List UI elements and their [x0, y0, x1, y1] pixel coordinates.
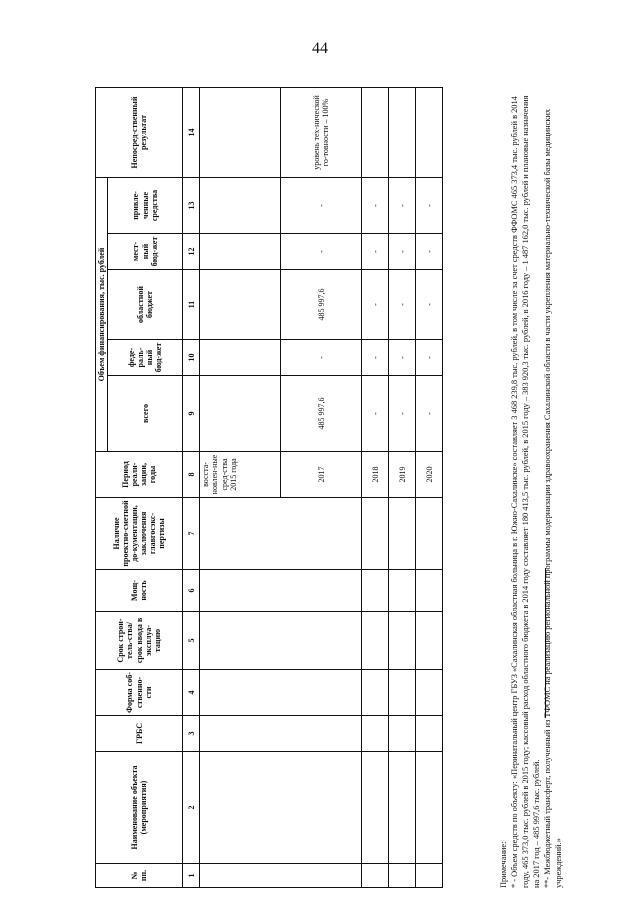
cell-local: - — [362, 234, 389, 270]
cell-total — [200, 376, 281, 452]
cell-empty — [200, 570, 362, 612]
column-number: 11 — [183, 270, 200, 340]
cell-attracted: - — [281, 178, 362, 234]
page-number: 44 — [312, 40, 328, 57]
cell-regional: 485 997,6 — [281, 270, 362, 340]
cell-empty — [362, 570, 389, 612]
cell-result — [362, 88, 389, 178]
cell-total: - — [416, 376, 443, 452]
header-result: Непосред-ственный результат — [96, 88, 183, 178]
cell-empty — [362, 612, 389, 670]
column-number: 10 — [183, 340, 200, 376]
cell-regional — [200, 270, 281, 340]
cell-period: 2020 — [416, 452, 443, 498]
column-number: 6 — [183, 570, 200, 612]
header-object-name: Наименование объекта (мероприятия) — [96, 752, 183, 864]
table-row — [389, 88, 416, 888]
cell-empty — [200, 752, 362, 864]
column-number: 9 — [183, 376, 200, 452]
cell-regional: - — [362, 270, 389, 340]
cell-empty — [362, 864, 389, 888]
header-construction-term: Срок строи-тель-ства/срок ввода в эксплуа-тацию — [96, 612, 183, 670]
cell-federal: - — [362, 340, 389, 376]
header-row — [96, 88, 108, 888]
cell-total: - — [362, 376, 389, 452]
cell-attracted: - — [416, 178, 443, 234]
column-number: 13 — [183, 178, 200, 234]
column-number: 7 — [183, 498, 200, 570]
header-funding-group: Объем финансирования, тыс. рублей — [96, 178, 108, 452]
cell-attracted — [200, 178, 281, 234]
cell-attracted: - — [362, 178, 389, 234]
header-number: № пп. — [96, 864, 183, 888]
cell-local: - — [416, 234, 443, 270]
header-federal: феде-раль-ный бюд-жет — [108, 340, 183, 376]
cell-empty — [362, 498, 389, 570]
header-capacity: Мощ-ность — [96, 570, 183, 612]
header-ownership: Форма соб-ственно-сти — [96, 670, 183, 716]
header-period: Период реали-зации, годы — [96, 452, 183, 498]
header-local: мест-ный бюд-жет — [108, 234, 183, 270]
column-number: 14 — [183, 88, 200, 178]
cell-empty — [416, 570, 443, 612]
cell-empty — [362, 716, 389, 752]
cell-result — [416, 88, 443, 178]
cell-period: восста-новлен-ные сред-ства 2015 года — [200, 452, 281, 498]
cell-period: 2018 — [362, 452, 389, 498]
footnote-divider — [545, 568, 546, 718]
cell-period: 2019 — [389, 452, 416, 498]
cell-empty — [389, 570, 416, 612]
column-number: 2 — [183, 752, 200, 864]
note-paragraph: **- Межбюджетный трансферт, полученный из ТФОМС на реализацию региональной программы модернизации здравоохранения Сахалинской области в части укрепления материально-технической базы медицинских учреждений.» — [542, 108, 563, 888]
header-regional: областной бюджет — [108, 270, 183, 340]
column-number: 12 — [183, 234, 200, 270]
cell-regional: - — [389, 270, 416, 340]
column-number: 5 — [183, 612, 200, 670]
column-number: 4 — [183, 670, 200, 716]
cell-federal: - — [281, 340, 362, 376]
cell-local — [200, 234, 281, 270]
cell-result — [389, 88, 416, 178]
cell-empty — [389, 498, 416, 570]
table-row — [416, 88, 443, 888]
cell-local: - — [281, 234, 362, 270]
table-row — [200, 88, 281, 888]
cell-empty — [389, 752, 416, 864]
cell-period: 2017 — [281, 452, 362, 498]
cell-empty — [416, 864, 443, 888]
header-grbs: ГРБС — [96, 716, 183, 752]
cell-empty — [200, 864, 362, 888]
cell-result — [200, 88, 281, 178]
column-number: 3 — [183, 716, 200, 752]
header-design-docs: Наличие проектно-сметной до-кументации, заключения главгосэкс-пертизы — [96, 498, 183, 570]
cell-empty — [200, 716, 362, 752]
cell-empty — [389, 670, 416, 716]
cell-attracted: - — [389, 178, 416, 234]
cell-regional: - — [416, 270, 443, 340]
cell-empty — [416, 752, 443, 864]
cell-empty — [416, 670, 443, 716]
cell-empty — [416, 498, 443, 570]
cell-total: - — [389, 376, 416, 452]
cell-empty — [200, 670, 362, 716]
cell-local: - — [389, 234, 416, 270]
cell-empty — [389, 716, 416, 752]
cell-federal: - — [416, 340, 443, 376]
cell-result: уровень тех-нической го-товности – 100% — [281, 88, 362, 178]
cell-empty — [200, 498, 362, 570]
column-number-row — [183, 88, 200, 888]
cell-empty — [416, 612, 443, 670]
rotated-content — [95, 88, 563, 888]
cell-empty — [362, 670, 389, 716]
note-paragraph: * - Объем средств по объекту: «Перинатальный центр ГБУЗ «Сахалинская областная больница в г. Южно-Сахалинске» составляет 3 468 239,8 тыс. рублей, в том числе за счет средств ФФОМС 465 373,4 тыс. рублей в 2014 году, 465 373,0 тыс. рублей в 2015 году; кассовый расход областного бюджета в 2014 году составляет 180 413,5 тыс. рублей, в 2015 году – 383 920,3 тыс. рублей, в 2016 году – 1 487 162,0 тыс. рублей и плановые назначения на 2017 год – 485 997,6 тыс. рублей. — [509, 95, 541, 888]
cell-federal — [200, 340, 281, 376]
cell-total: 485 997,6 — [281, 376, 362, 452]
column-number: 8 — [183, 452, 200, 498]
cell-empty — [389, 864, 416, 888]
notes-title: Примечание: — [499, 841, 508, 888]
column-number: 1 — [183, 864, 200, 888]
notes-section — [499, 88, 565, 888]
cell-empty — [200, 612, 362, 670]
table-row — [362, 88, 389, 888]
funding-table — [95, 87, 443, 888]
cell-empty — [362, 752, 389, 864]
cell-empty — [389, 612, 416, 670]
cell-empty — [416, 716, 443, 752]
header-total: всего — [108, 376, 183, 452]
cell-federal: - — [389, 340, 416, 376]
header-attracted: привле-ченные средства — [108, 178, 183, 234]
